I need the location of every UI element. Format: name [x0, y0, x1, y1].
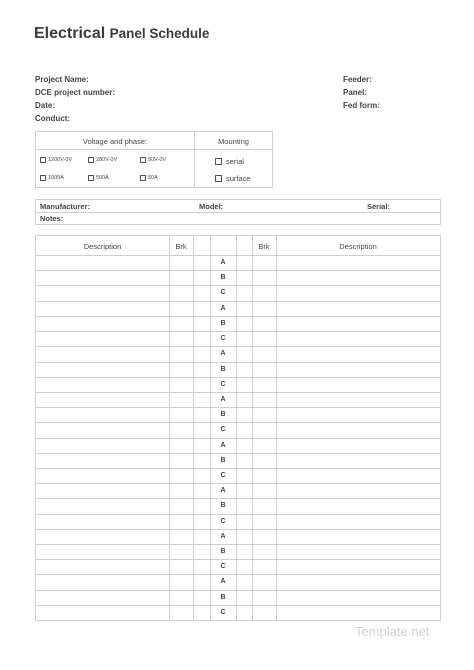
phase-label: B: [220, 411, 226, 419]
row-divider: [36, 605, 440, 606]
box-header-line: [36, 149, 272, 150]
column-divider: [169, 236, 170, 620]
mounting-option-serial[interactable]: serial: [215, 157, 244, 166]
header-description-left: Description: [83, 242, 122, 251]
phase-label: C: [220, 608, 226, 616]
column-divider: [236, 236, 237, 620]
phase-label: C: [220, 380, 226, 388]
checkbox-icon: [40, 175, 46, 181]
phase-label: B: [220, 365, 226, 373]
phase-label: C: [220, 335, 226, 342]
manufacturer-row-line: [36, 212, 440, 213]
panel-schedule-table: [35, 235, 441, 621]
phase-label: C: [220, 289, 226, 297]
field-conduct: Conduct:: [35, 114, 71, 123]
field-panel: Panel:: [343, 88, 368, 97]
column-divider: [276, 236, 277, 620]
feeder-fields: [343, 73, 380, 112]
row-divider: [36, 331, 440, 332]
mounting-option-surface[interactable]: surface: [215, 174, 251, 183]
serial-label: Serial:: [367, 202, 390, 211]
mounting-header: Mounting: [218, 137, 249, 146]
amp-option-1000a[interactable]: 1000A: [40, 175, 64, 181]
project-fields: [35, 73, 115, 125]
phase-label: B: [220, 456, 226, 464]
row-divider: [36, 407, 440, 408]
header-divider: [36, 255, 440, 256]
phase-label: C: [220, 517, 226, 525]
phase-label: A: [220, 350, 226, 358]
field-project-name: Project Name:: [35, 75, 89, 84]
field-feeder: Feeder:: [343, 75, 372, 84]
phase-label: A: [220, 487, 226, 495]
checkbox-icon: [88, 175, 94, 181]
document-title: [34, 25, 209, 43]
phase-label: C: [220, 471, 226, 479]
row-divider: [36, 559, 440, 560]
phase-label: A: [220, 304, 226, 312]
row-divider: [36, 392, 440, 393]
checkbox-icon: [140, 175, 146, 181]
phase-label: B: [220, 319, 226, 327]
column-divider: [193, 236, 194, 620]
title-main: Electrical: [34, 25, 106, 42]
column-divider: [252, 236, 253, 620]
row-divider: [36, 544, 440, 545]
voltage-option-50v[interactable]: 50V-0V: [140, 157, 166, 163]
row-divider: [36, 468, 440, 469]
amp-option-50a[interactable]: 50A: [140, 175, 158, 181]
voltage-option-280v[interactable]: 280V-0V: [88, 157, 117, 163]
phase-label: B: [220, 593, 226, 601]
phase-label: A: [220, 578, 226, 586]
row-divider: [36, 483, 440, 484]
checkbox-icon: [88, 157, 94, 163]
amp-option-500a[interactable]: 500A: [88, 175, 109, 181]
manufacturer-box: [35, 199, 441, 225]
phase-label: A: [220, 441, 226, 449]
notes-label: Notes:: [40, 214, 64, 223]
row-divider: [36, 574, 440, 575]
row-divider: [36, 422, 440, 423]
header-description-right: Description: [339, 242, 377, 251]
row-divider: [36, 301, 440, 302]
phase-label: A: [220, 259, 226, 266]
field-dce-project-number: DCE project number:: [35, 88, 116, 97]
phase-label: C: [220, 426, 226, 434]
checkbox-icon: [215, 158, 222, 165]
voltage-option-1200v[interactable]: 1200V-0V: [40, 157, 72, 163]
row-divider: [36, 438, 440, 439]
field-date: Date:: [35, 101, 56, 110]
row-divider: [36, 285, 440, 286]
row-divider: [36, 453, 440, 454]
row-divider: [36, 529, 440, 530]
phase-label: A: [220, 532, 226, 540]
title-rest: Panel Schedule: [109, 26, 210, 41]
voltage-mounting-box: [35, 131, 273, 188]
row-divider: [36, 514, 440, 515]
row-divider: [36, 498, 440, 499]
model-label: Model:: [199, 202, 224, 211]
checkbox-icon: [140, 157, 146, 163]
row-divider: [36, 270, 440, 271]
header-brk-left: Brk: [175, 242, 187, 251]
row-divider: [36, 362, 440, 363]
phase-label: B: [220, 548, 226, 555]
phase-label: C: [220, 563, 226, 571]
phase-label: A: [220, 395, 226, 403]
field-fed-form: Fed form:: [343, 101, 380, 110]
phase-label: B: [220, 274, 226, 282]
manufacturer-label: Manufacturer:: [40, 202, 91, 211]
header-brk-right: Brk: [258, 242, 270, 251]
voltage-header: Voltage and phase:: [82, 137, 148, 146]
row-divider: [36, 377, 440, 378]
row-divider: [36, 316, 440, 317]
row-divider: [36, 346, 440, 347]
row-divider: [36, 590, 440, 591]
watermark: Template.net: [355, 624, 430, 639]
checkbox-icon: [215, 175, 222, 182]
phase-label: B: [220, 502, 226, 510]
checkbox-icon: [40, 157, 46, 163]
